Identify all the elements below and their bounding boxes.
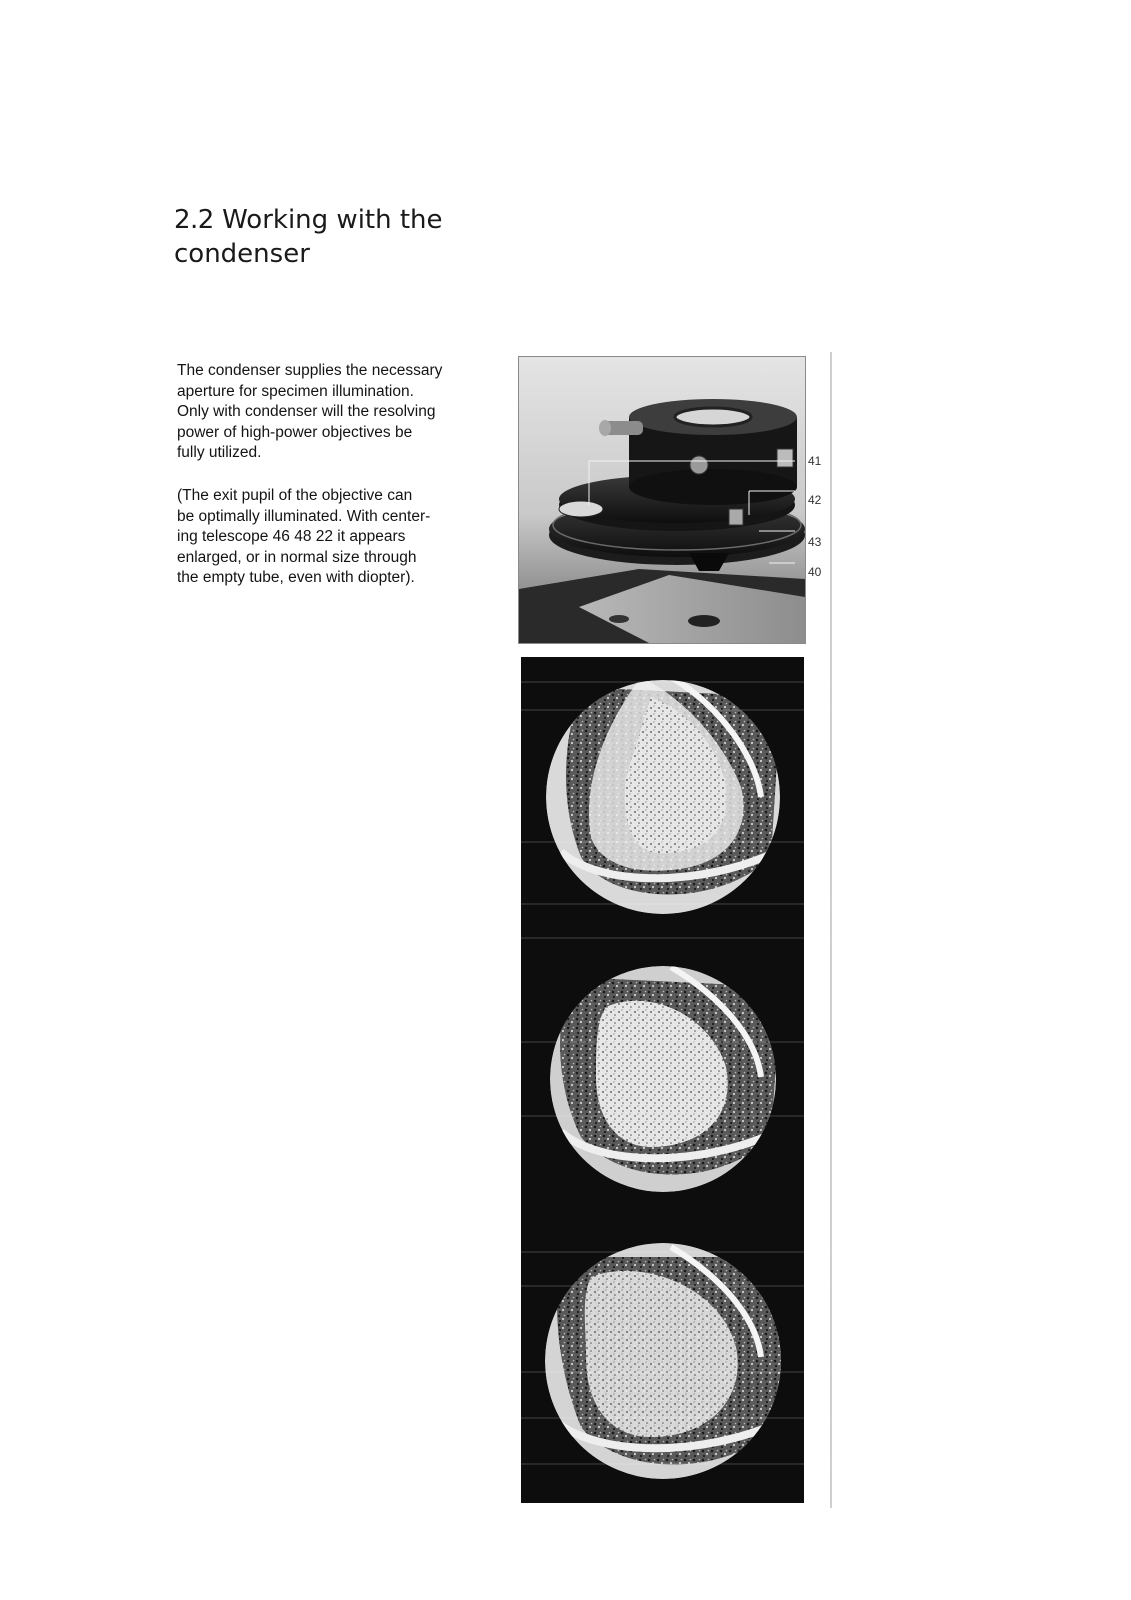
callout-40: 40 bbox=[808, 565, 822, 579]
callout-43: 43 bbox=[808, 535, 822, 549]
text-line: Only with condenser will the resolving bbox=[177, 403, 436, 420]
condenser-illustration bbox=[519, 357, 805, 643]
callout-41: 41 bbox=[808, 454, 822, 468]
text-line: the empty tube, even with diopter). bbox=[177, 569, 415, 586]
microscope-fields-panel bbox=[521, 657, 804, 1503]
section-title-line1: Working with the bbox=[222, 205, 443, 235]
text-line: enlarged, or in normal size through bbox=[177, 548, 417, 566]
text-line: ing telescope 46 48 22 it appears bbox=[177, 528, 406, 545]
microscope-field-3 bbox=[545, 1243, 783, 1479]
text-line: be optimally illuminated. With center- bbox=[177, 507, 431, 525]
text-line: The condenser supplies the necessary bbox=[177, 362, 443, 379]
section-heading bbox=[174, 203, 494, 271]
microscope-field-1 bbox=[546, 677, 781, 914]
paragraph-condenser-purpose bbox=[177, 361, 497, 464]
text-line: power of high-power objectives be bbox=[177, 423, 413, 441]
callout-42: 42 bbox=[808, 493, 822, 507]
section-title-line2: condenser bbox=[174, 239, 310, 269]
text-line: (The exit pupil of the objective can bbox=[177, 487, 413, 504]
condenser-photo bbox=[518, 356, 806, 644]
microscope-fields bbox=[521, 657, 804, 1503]
microscope-field-2 bbox=[550, 966, 781, 1192]
scan-edge bbox=[830, 352, 832, 1508]
text-line: fully utilized. bbox=[177, 444, 262, 461]
section-number: 2.2 bbox=[174, 205, 214, 235]
text-line: aperture for specimen illumination. bbox=[177, 382, 414, 400]
paragraph-exit-pupil bbox=[177, 486, 497, 589]
